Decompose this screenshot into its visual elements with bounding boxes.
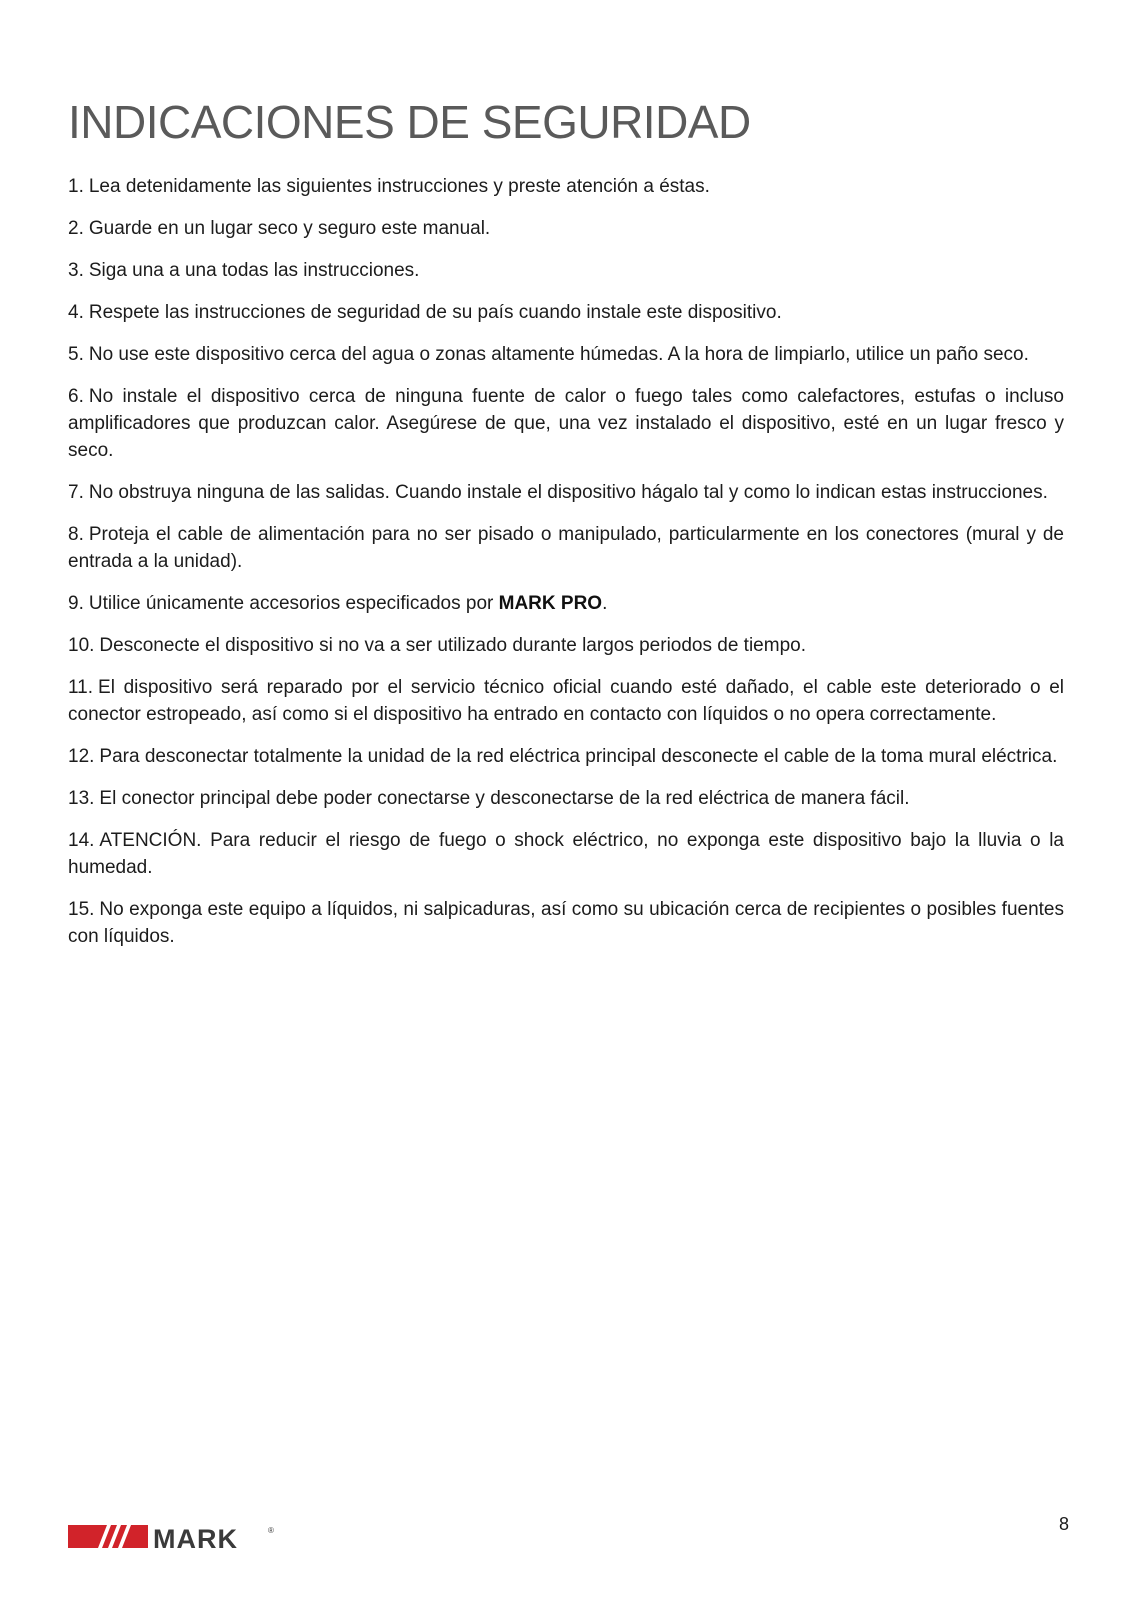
item-text: Para desconectar totalmente la unidad de la red eléctrica principal desconecte el cable de la toma mural eléctrica. <box>99 746 1058 767</box>
item-number: 13. <box>68 788 95 809</box>
list-item <box>68 743 1064 770</box>
item-text: Desconecte el dispositivo si no va a ser utilizado durante largos periodos de tiempo. <box>99 635 806 656</box>
item-text: Siga una a una todas las instrucciones. <box>88 260 420 281</box>
logo-text: MARK <box>153 1524 238 1551</box>
item-number: 8. <box>68 524 84 545</box>
list-item <box>68 215 1064 242</box>
item-number: 9. <box>68 593 84 614</box>
item-text: No use este dispositivo cerca del agua o zonas altamente húmedas. A la hora de limpiarlo, utilice un paño seco. <box>88 344 1029 365</box>
item-number: 3. <box>68 260 84 281</box>
brand-name: MARK PRO <box>498 593 603 614</box>
page-title: INDICACIONES DE SEGURIDAD <box>68 96 751 148</box>
mark-logo-graphic <box>68 1521 278 1551</box>
item-number: 2. <box>68 218 84 239</box>
item-number: 15. <box>68 899 95 920</box>
item-number: 1. <box>68 176 84 197</box>
item-text: Lea detenidamente las siguientes instrucciones y preste atención a éstas. <box>88 176 710 197</box>
item-number: 7. <box>68 482 84 503</box>
list-item <box>68 785 1064 812</box>
list-item <box>68 341 1064 368</box>
mark-logo <box>68 1521 278 1551</box>
item-text: Utilice únicamente accesorios especificados por <box>88 593 499 614</box>
logo-registered-mark: ® <box>268 1526 274 1535</box>
list-item <box>68 521 1064 575</box>
item-text-end: . <box>602 593 608 614</box>
item-number: 5. <box>68 344 84 365</box>
item-text: Guarde en un lugar seco y seguro este manual. <box>88 218 491 239</box>
item-text: No obstruya ninguna de las salidas. Cuando instale el dispositivo hágalo tal y como lo indican estas instrucciones. <box>88 482 1048 503</box>
item-number: 10. <box>68 635 95 656</box>
list-item <box>68 479 1064 506</box>
item-number: 6. <box>68 386 84 407</box>
list-item <box>68 827 1064 881</box>
item-number: 4. <box>68 302 84 323</box>
list-item <box>68 383 1064 464</box>
item-text: ATENCIÓN. Para reducir el riesgo de fuego o shock eléctrico, no exponga este dispositivo bajo la lluvia o la humedad. <box>68 830 1064 878</box>
item-number: 12. <box>68 746 95 767</box>
item-text: El conector principal debe poder conectarse y desconectarse de la red eléctrica de manera fácil. <box>99 788 910 809</box>
item-text: Respete las instrucciones de seguridad de su país cuando instale este dispositivo. <box>88 302 782 323</box>
list-item <box>68 632 1064 659</box>
item-text: No instale el dispositivo cerca de ninguna fuente de calor o fuego tales como calefactores, estufas o incluso amplificadores que produzcan calor. Asegúrese de que, una vez instalado el dispositivo, esté en un lugar fresco y seco. <box>68 386 1064 461</box>
list-item <box>68 896 1064 950</box>
list-item <box>68 590 1064 617</box>
list-item <box>68 299 1064 326</box>
list-item <box>68 257 1064 284</box>
item-text: Proteja el cable de alimentación para no ser pisado o manipulado, particularmente en los conectores (mural y de entrada a la unidad). <box>68 524 1064 572</box>
item-number: 11. <box>68 677 94 698</box>
item-text: No exponga este equipo a líquidos, ni salpicaduras, así como su ubicación cerca de recipientes o posibles fuentes con líquidos. <box>68 899 1064 947</box>
item-number: 14. <box>68 830 95 851</box>
safety-instructions-list <box>68 173 1064 965</box>
page-number: 8 <box>1058 1514 1069 1534</box>
item-text: El dispositivo será reparado por el servicio técnico oficial cuando esté dañado, el cable este deteriorado o el conector estropeado, así como si el dispositivo ha entrado en contacto con líquidos o no opera correctamente. <box>68 677 1064 725</box>
list-item <box>68 173 1064 200</box>
list-item <box>68 674 1064 728</box>
